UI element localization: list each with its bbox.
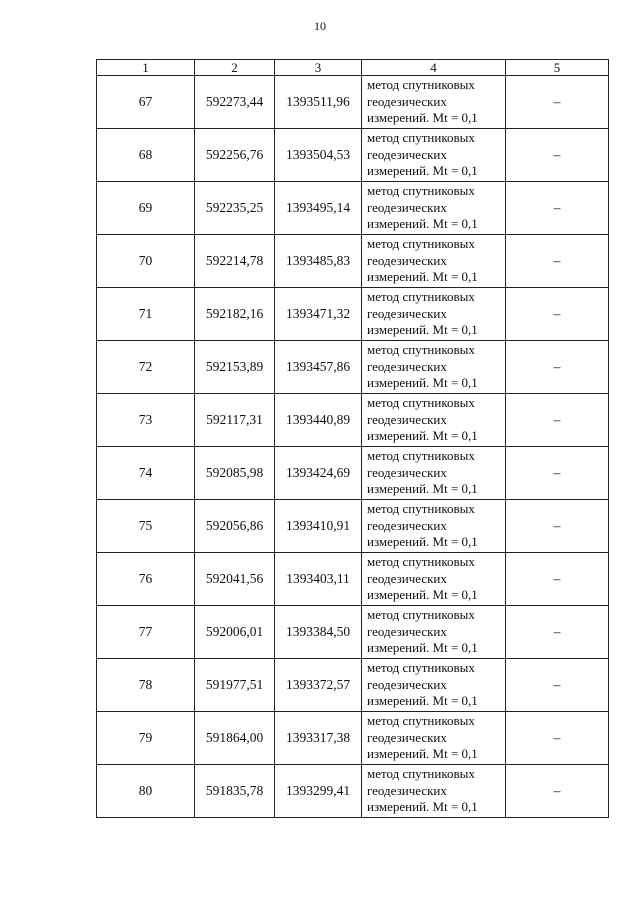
y-coordinate-cell: 1393440,89 [275, 394, 362, 447]
method-text-line: метод спутниковых [367, 607, 475, 623]
method-text-line: метод спутниковых [367, 183, 475, 199]
method-text-line: геодезических [367, 464, 447, 480]
method-cell [362, 182, 506, 235]
method-cell [362, 712, 506, 765]
y-coordinate-cell: 1393424,69 [275, 447, 362, 500]
note-cell: – [506, 553, 609, 606]
method-text-line: измерений. Mt = 0,1 [367, 163, 478, 179]
point-number-cell: 76 [97, 553, 195, 606]
x-coordinate-cell: 592006,01 [195, 606, 275, 659]
y-coordinate-cell: 1393384,50 [275, 606, 362, 659]
method-text-line: метод спутниковых [367, 713, 475, 729]
page-number: 10 [314, 19, 326, 33]
method-text-line: измерений. Mt = 0,1 [367, 481, 478, 497]
method-text-line: геодезических [367, 517, 447, 533]
point-number-cell: 74 [97, 447, 195, 500]
method-text-line: геодезических [367, 729, 447, 745]
method-text-line: геодезических [367, 411, 447, 427]
column-header-1: 1 [97, 60, 195, 76]
table-row [97, 129, 609, 182]
y-coordinate-cell: 1393317,38 [275, 712, 362, 765]
method-text-line: измерений. Mt = 0,1 [367, 110, 478, 126]
method-cell [362, 341, 506, 394]
x-coordinate-cell: 592056,86 [195, 500, 275, 553]
x-coordinate-cell: 591835,78 [195, 765, 275, 818]
y-coordinate-cell: 1393457,86 [275, 341, 362, 394]
x-coordinate-cell: 592235,25 [195, 182, 275, 235]
note-cell: – [506, 288, 609, 341]
method-text-line: метод спутниковых [367, 766, 475, 782]
method-cell [362, 659, 506, 712]
column-header-3: 3 [275, 60, 362, 76]
y-coordinate-cell: 1393299,41 [275, 765, 362, 818]
method-text-line: геодезических [367, 676, 447, 692]
table-row [97, 765, 609, 818]
note-cell: – [506, 129, 609, 182]
table-row [97, 659, 609, 712]
y-coordinate-cell: 1393485,83 [275, 235, 362, 288]
table-row [97, 76, 609, 129]
method-text-line: метод спутниковых [367, 501, 475, 517]
point-number-cell: 79 [97, 712, 195, 765]
y-coordinate-cell: 1393495,14 [275, 182, 362, 235]
point-number-cell: 69 [97, 182, 195, 235]
method-text-line: геодезических [367, 146, 447, 162]
table-row [97, 712, 609, 765]
method-text-line: измерений. Mt = 0,1 [367, 216, 478, 232]
x-coordinate-cell: 592256,76 [195, 129, 275, 182]
column-header-4: 4 [362, 60, 506, 76]
x-coordinate-cell: 592153,89 [195, 341, 275, 394]
table-row [97, 447, 609, 500]
table-row [97, 553, 609, 606]
method-text-line: измерений. Mt = 0,1 [367, 322, 478, 338]
point-number-cell: 73 [97, 394, 195, 447]
method-cell [362, 447, 506, 500]
column-header-2: 2 [195, 60, 275, 76]
method-text-line: геодезических [367, 358, 447, 374]
method-text-line: геодезических [367, 252, 447, 268]
method-cell [362, 129, 506, 182]
note-cell: – [506, 447, 609, 500]
point-number-cell: 68 [97, 129, 195, 182]
table-row [97, 500, 609, 553]
method-cell [362, 288, 506, 341]
point-number-cell: 78 [97, 659, 195, 712]
method-text-line: метод спутниковых [367, 554, 475, 570]
method-text-line: геодезических [367, 93, 447, 109]
y-coordinate-cell: 1393403,11 [275, 553, 362, 606]
x-coordinate-cell: 592214,78 [195, 235, 275, 288]
y-coordinate-cell: 1393410,91 [275, 500, 362, 553]
note-cell: – [506, 76, 609, 129]
x-coordinate-cell: 591977,51 [195, 659, 275, 712]
note-cell: – [506, 235, 609, 288]
method-cell [362, 765, 506, 818]
x-coordinate-cell: 592273,44 [195, 76, 275, 129]
method-text-line: геодезических [367, 570, 447, 586]
method-text-line: метод спутниковых [367, 395, 475, 411]
method-text-line: метод спутниковых [367, 236, 475, 252]
coordinates-table [96, 59, 609, 818]
x-coordinate-cell: 592182,16 [195, 288, 275, 341]
method-text-line: метод спутниковых [367, 660, 475, 676]
y-coordinate-cell: 1393372,57 [275, 659, 362, 712]
y-coordinate-cell: 1393504,53 [275, 129, 362, 182]
method-cell [362, 500, 506, 553]
note-cell: – [506, 182, 609, 235]
method-text-line: измерений. Mt = 0,1 [367, 799, 478, 815]
method-cell [362, 606, 506, 659]
method-cell [362, 235, 506, 288]
method-text-line: геодезических [367, 623, 447, 639]
table-row [97, 606, 609, 659]
method-text-line: измерений. Mt = 0,1 [367, 375, 478, 391]
method-text-line: измерений. Mt = 0,1 [367, 693, 478, 709]
note-cell: – [506, 341, 609, 394]
method-text-line: измерений. Mt = 0,1 [367, 534, 478, 550]
note-cell: – [506, 765, 609, 818]
method-text-line: геодезических [367, 199, 447, 215]
point-number-cell: 80 [97, 765, 195, 818]
method-cell [362, 76, 506, 129]
table-row [97, 182, 609, 235]
method-text-line: измерений. Mt = 0,1 [367, 587, 478, 603]
note-cell: – [506, 500, 609, 553]
x-coordinate-cell: 592041,56 [195, 553, 275, 606]
point-number-cell: 75 [97, 500, 195, 553]
header-row [97, 60, 609, 76]
method-cell [362, 394, 506, 447]
point-number-cell: 67 [97, 76, 195, 129]
method-text-line: измерений. Mt = 0,1 [367, 428, 478, 444]
method-text-line: метод спутниковых [367, 130, 475, 146]
method-text-line: геодезических [367, 305, 447, 321]
point-number-cell: 71 [97, 288, 195, 341]
point-number-cell: 77 [97, 606, 195, 659]
method-text-line: измерений. Mt = 0,1 [367, 269, 478, 285]
x-coordinate-cell: 591864,00 [195, 712, 275, 765]
method-text-line: метод спутниковых [367, 77, 475, 93]
method-text-line: измерений. Mt = 0,1 [367, 746, 478, 762]
method-cell [362, 553, 506, 606]
point-number-cell: 72 [97, 341, 195, 394]
table-body [97, 76, 609, 818]
method-text-line: метод спутниковых [367, 342, 475, 358]
table-row [97, 394, 609, 447]
x-coordinate-cell: 592117,31 [195, 394, 275, 447]
note-cell: – [506, 606, 609, 659]
method-text-line: метод спутниковых [367, 289, 475, 305]
y-coordinate-cell: 1393511,96 [275, 76, 362, 129]
column-header-5: 5 [506, 60, 609, 76]
x-coordinate-cell: 592085,98 [195, 447, 275, 500]
note-cell: – [506, 712, 609, 765]
method-text-line: метод спутниковых [367, 448, 475, 464]
method-text-line: геодезических [367, 782, 447, 798]
method-text-line: измерений. Mt = 0,1 [367, 640, 478, 656]
note-cell: – [506, 394, 609, 447]
table-row [97, 288, 609, 341]
table-row [97, 341, 609, 394]
y-coordinate-cell: 1393471,32 [275, 288, 362, 341]
table-row [97, 235, 609, 288]
point-number-cell: 70 [97, 235, 195, 288]
note-cell: – [506, 659, 609, 712]
